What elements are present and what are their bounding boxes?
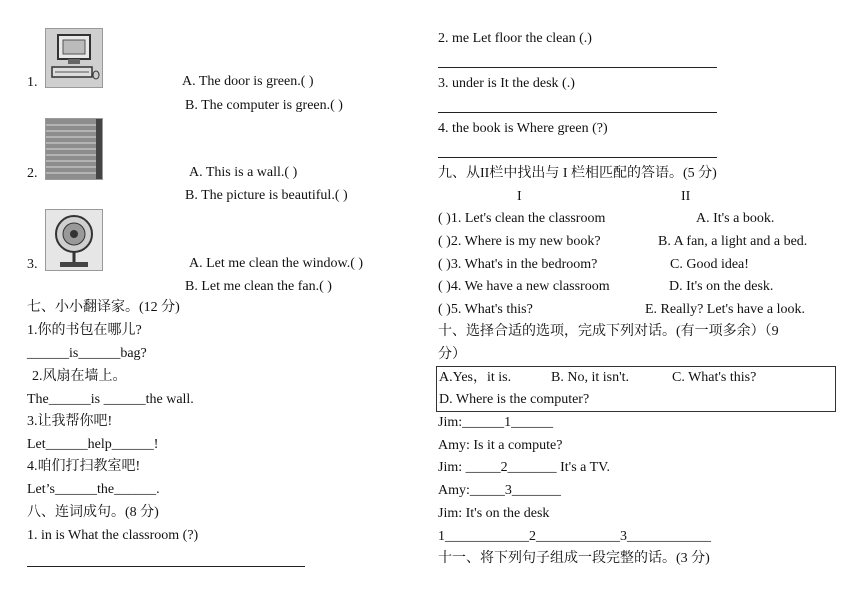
- option-d: D. Where is the computer?: [439, 392, 590, 407]
- column-ii-header: II: [681, 189, 691, 204]
- sentence-1: 1. in is What the classroom (?): [27, 528, 199, 543]
- match-5-question: ( )5. What's this?: [438, 302, 533, 317]
- answer-line-3: [438, 112, 717, 113]
- answer-blanks: 1____________2____________3____________: [438, 529, 711, 544]
- option-b: B. No, it isn't.: [551, 370, 629, 385]
- answer-line-4: [438, 157, 717, 158]
- section-10-title-cont: 分）: [438, 347, 466, 362]
- q3-option-b: B. Let me clean the fan.( ): [185, 279, 332, 294]
- match-a-answer: A. It's a book.: [696, 211, 775, 226]
- dialogue-line-1: Jim:______1______: [438, 415, 554, 430]
- dialogue-line-3: Jim: _____2_______ It's a TV.: [438, 460, 610, 475]
- fan-icon: [46, 210, 102, 270]
- section-7-title: 七、小小翻译家。(12 分): [27, 300, 180, 315]
- match-c-answer: C. Good idea!: [670, 257, 749, 272]
- option-c: C. What's this?: [672, 370, 757, 385]
- match-e-answer: E. Really? Let's have a look.: [645, 302, 805, 317]
- sentence-4: 4. the book is Where green (?): [438, 121, 608, 136]
- wall-picture: [45, 118, 103, 180]
- translation-1-english: ______is______bag?: [27, 346, 147, 361]
- translation-2-chinese: 2.风扇在墙上。: [32, 369, 127, 384]
- computer-icon: [46, 29, 102, 87]
- match-d-answer: D. It's on the desk.: [669, 279, 774, 294]
- translation-3-chinese: 3.让我帮你吧!: [27, 414, 113, 429]
- column-i-header: I: [517, 189, 522, 204]
- q2-number: 2.: [27, 166, 38, 181]
- translation-2-english: The______is ______the wall.: [27, 392, 194, 407]
- match-1-question: ( )1. Let's clean the classroom: [438, 211, 606, 226]
- match-2-question: ( )2. Where is my new book?: [438, 234, 601, 249]
- translation-3-english: Let______help______!: [27, 437, 159, 452]
- match-3-question: ( )3. What's in the bedroom?: [438, 257, 598, 272]
- q3-number: 3.: [27, 257, 38, 272]
- option-a: A.Yes，it is.: [439, 370, 512, 385]
- match-b-answer: B. A fan, a light and a bed.: [658, 234, 808, 249]
- answer-line-1: [27, 566, 305, 567]
- section-8-title: 八、连词成句。(8 分): [27, 505, 159, 520]
- section-9-title: 九、从II栏中找出与 I 栏相匹配的答语。(5 分): [438, 166, 717, 181]
- q1-number: 1.: [27, 75, 38, 90]
- computer-picture: [45, 28, 103, 88]
- section-11-title: 十一、将下列句子组成一段完整的话。(3 分): [438, 551, 710, 566]
- q1-option-b: B. The computer is green.( ): [185, 98, 343, 113]
- dialogue-line-5: Jim: It's on the desk: [438, 506, 550, 521]
- translation-4-english: Let’s______the______.: [27, 482, 160, 497]
- translation-4-chinese: 4.咱们打扫教室吧!: [27, 459, 141, 474]
- sentence-2: 2. me Let floor the clean (.): [438, 31, 592, 46]
- q2-option-a: A. This is a wall.( ): [189, 165, 298, 180]
- dialogue-line-4: Amy:_____3_______: [438, 483, 561, 498]
- brick-wall-icon: [46, 119, 102, 179]
- q1-option-a: A. The door is green.( ): [182, 74, 314, 89]
- fan-picture: [45, 209, 103, 271]
- q3-option-a: A. Let me clean the window.( ): [189, 256, 364, 271]
- sentence-3: 3. under is It the desk (.): [438, 76, 575, 91]
- translation-1-chinese: 1.你的书包在哪儿?: [27, 323, 142, 338]
- answer-line-2: [438, 67, 717, 68]
- section-10-title: 十、选择合适的选项，完成下列对话。(有一项多余）（9: [438, 324, 779, 339]
- q2-option-b: B. The picture is beautiful.( ): [185, 188, 348, 203]
- dialogue-line-2: Amy: Is it a compute?: [438, 438, 563, 453]
- match-4-question: ( )4. We have a new classroom: [438, 279, 610, 294]
